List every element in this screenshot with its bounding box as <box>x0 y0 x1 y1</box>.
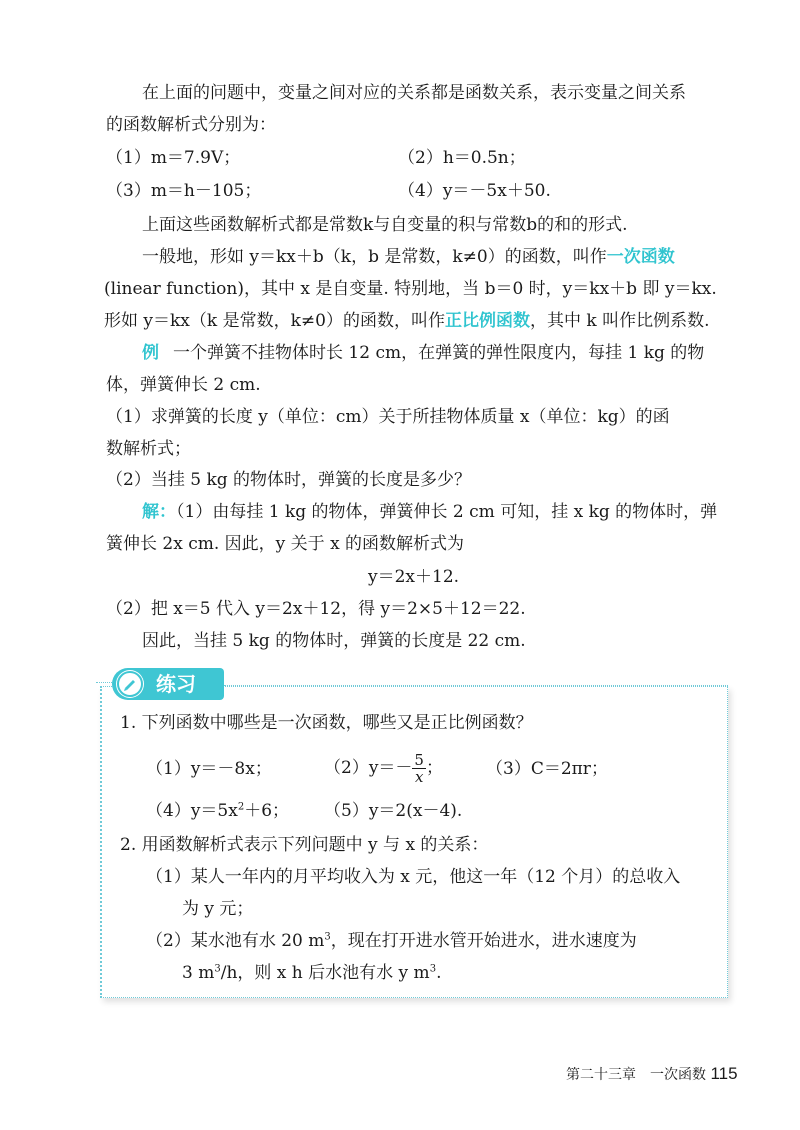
definition-line-2: (linear function)，其中 x 是自变量. 特别地，当 b＝0 时，y＝kx＋b 即 y＝kx. <box>104 279 717 299</box>
solution-line-4: 因此，当挂 5 kg 的物体时，弹簧的长度是 22 cm. <box>142 631 526 651</box>
exercise-text: （2）某水池有水 20 m <box>146 931 325 951</box>
intro-line-3: 上面这些函数解析式都是常数k与自变量的积与常数b的和的形式. <box>142 215 628 235</box>
exponent: 2 <box>237 801 245 813</box>
exercise-q1-option-3: （3）C＝2πr； <box>486 759 608 779</box>
exercise-q2-2-line-1 <box>146 930 637 952</box>
exercise-text: 3 m <box>182 963 215 983</box>
exercise-q2: 2. 用函数解析式表示下列问题中 y 与 x 的关系： <box>120 835 489 855</box>
exercise-q1-option-4 <box>146 800 289 822</box>
option-text: ； <box>425 758 443 778</box>
solution-label: 解： <box>142 502 176 522</box>
exponent: 3 <box>214 963 221 975</box>
formula-4: （4）y＝－5x＋50. <box>398 181 551 201</box>
intro-line-2: 的函数解析式分别为： <box>106 115 276 135</box>
formula-1: （1）m＝7.9V； <box>106 148 241 168</box>
question-1-line-2: 数解析式； <box>106 439 191 459</box>
question-1-line-1: （1）求弹簧的长度 y（单位：cm）关于所挂物体质量 x（单位：kg）的函 <box>106 407 670 427</box>
exercise-q1-option-1: （1）y＝－8x； <box>146 759 272 779</box>
definition-text: ，其中 k 叫作比例系数. <box>529 311 710 331</box>
solution-line-2: 簧伸长 2x cm. 因此，y 关于 x 的函数解析式为 <box>106 534 465 554</box>
exercise-title: 练习 <box>156 672 196 696</box>
formula-2: （2）h＝0.5n； <box>398 148 526 168</box>
pencil-icon <box>116 670 144 698</box>
question-2: （2）当挂 5 kg 的物体时，弹簧的长度是多少？ <box>106 470 472 490</box>
intro-line-1: 在上面的问题中，变量之间对应的关系都是函数关系，表示变量之间关系 <box>142 83 686 103</box>
solution-equation: y＝2x＋12. <box>368 567 460 587</box>
exercise-q1-option-2 <box>324 748 443 788</box>
fraction-numerator: 5 <box>414 751 424 769</box>
exercise-dotted-rule <box>224 685 728 686</box>
exercise-q1: 1. 下列函数中哪些是一次函数，哪些又是正比例函数？ <box>120 713 533 733</box>
formula-3: （3）m＝h－105； <box>106 181 262 201</box>
term-proportional-function: 正比例函数 <box>444 311 530 331</box>
exercise-q1-option-5: （5）y＝2(x－4). <box>324 801 463 821</box>
example-line-1 <box>142 342 704 364</box>
definition-text: 一般地，形如 y＝kx＋b（k，b 是常数，k≠0）的函数，叫作 <box>142 247 607 267</box>
option-text: ＋6； <box>244 801 290 821</box>
definition-text: 形如 y＝kx（k 是常数，k≠0）的函数，叫作 <box>104 311 445 331</box>
definition-line-1 <box>142 246 675 268</box>
example-line-2: 体，弹簧伸长 2 cm. <box>106 375 261 395</box>
solution-text: （1）由每挂 1 kg 的物体，弹簧伸长 2 cm 可知，挂 x kg 的物体时，弹 <box>176 502 718 522</box>
exercise-text: . <box>436 963 442 983</box>
exercise-q2-2-line-2 <box>182 962 441 984</box>
term-linear-function: 一次函数 <box>606 247 675 267</box>
example-label: 例 <box>142 343 159 363</box>
option-text: （2）y＝－ <box>324 758 413 778</box>
page-footer <box>566 1064 738 1084</box>
exercise-q2-1-line-2: 为 y 元； <box>182 899 254 919</box>
exercise-text: /h，则 x h 后水池有水 y m <box>220 963 430 983</box>
solution-line-3: （2）把 x＝5 代入 y＝2x＋12，得 y＝2×5＋12＝22. <box>106 599 526 619</box>
exponent: 3 <box>324 931 331 943</box>
exponent: 3 <box>429 963 437 975</box>
solution-line-1 <box>142 501 717 523</box>
definition-line-3 <box>104 310 709 332</box>
example-text: 一个弹簧不挂物体时长 12 cm，在弹簧的弹性限度内，每挂 1 kg 的物 <box>173 343 705 363</box>
fraction <box>412 752 426 785</box>
exercise-text: ，现在打开进水管开始进水，进水速度为 <box>330 931 637 951</box>
fraction-denominator: x <box>414 768 424 786</box>
chapter-title: 第二十三章 一次函数 <box>566 1067 706 1083</box>
exercise-q2-1-line-1: （1）某人一年内的月平均收入为 x 元，他这一年（12 个月）的总收入 <box>146 867 681 887</box>
option-text: （4）y＝5x <box>146 801 238 821</box>
page-number: 115 <box>710 1064 738 1083</box>
